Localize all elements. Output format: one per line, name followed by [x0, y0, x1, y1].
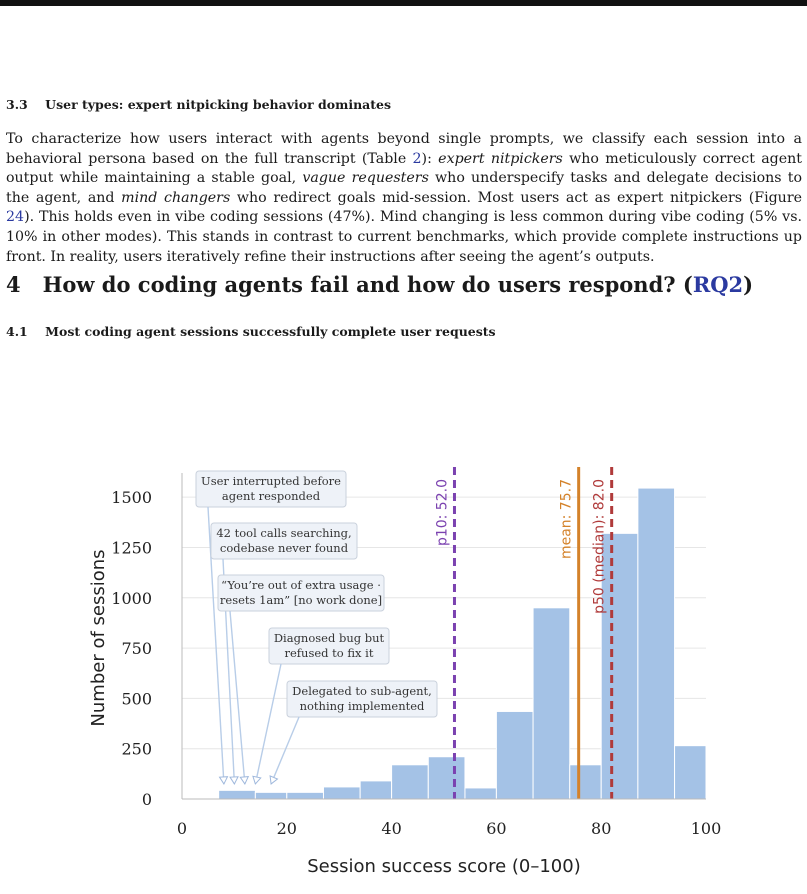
- annotation-text: User interrupted before: [201, 474, 341, 488]
- annotation-arrowhead: [230, 777, 238, 784]
- y-tick-label: 0: [141, 790, 152, 809]
- histogram-bar: [219, 790, 256, 799]
- annotation-text: nothing implemented: [299, 699, 425, 713]
- x-tick-label: 20: [276, 819, 297, 838]
- annotation-arrow: [255, 664, 281, 784]
- y-tick-label: 1250: [111, 538, 152, 558]
- subsection-heading-3-3: [6, 97, 391, 112]
- x-axis-label: Session success score (0–100): [307, 856, 581, 877]
- histogram-bar: [533, 608, 570, 799]
- subsection-title: User types: expert nitpicking behavior dominates: [45, 97, 392, 112]
- term-expert-nitpickers: expert nitpickers: [438, 150, 563, 167]
- x-tick-label: 80: [591, 819, 612, 838]
- annotation-arrow: [230, 611, 245, 784]
- rq-ref-link[interactable]: RQ2: [692, 272, 744, 297]
- histogram-bar: [360, 781, 391, 799]
- annotation-arrowhead: [220, 777, 228, 784]
- annotation-text: agent responded: [221, 489, 321, 503]
- term-vague-requesters: vague requesters: [302, 170, 429, 187]
- x-tick-label: 60: [486, 819, 507, 838]
- reference-line-label: p10: 52.0: [434, 478, 451, 547]
- top-rule: [0, 0, 807, 6]
- reference-line-label: p50 (median): 82.0: [591, 479, 608, 614]
- histogram-bar: [287, 792, 324, 799]
- section-title: How do coding agents fail and how do users respond? (: [42, 272, 693, 297]
- annotation-arrowhead: [270, 776, 277, 784]
- x-tick-label: 0: [176, 819, 188, 838]
- figure-ref-link[interactable]: 24: [6, 209, 25, 226]
- histogram-bar: [638, 488, 675, 799]
- x-tick-label: 100: [690, 819, 722, 838]
- histogram-bar: [428, 757, 465, 799]
- para-text: who redirect goals mid-session. Most users act as expert nitpickers (Figure: [230, 189, 803, 206]
- subsection-number: 3.3: [6, 97, 28, 112]
- y-tick-label: 1500: [111, 488, 152, 508]
- y-tick-label: 500: [121, 689, 152, 709]
- histogram-bar: [496, 711, 533, 799]
- subsection-title: Most coding agent sessions successfully complete user requests: [45, 324, 496, 339]
- histogram-bar: [392, 765, 429, 799]
- histogram-bar: [323, 787, 360, 799]
- para-text: To characterize how users interact with agents beyond single prompts, we classify each session into a behavioral persona based on the full transcript (Table: [6, 131, 802, 167]
- section-title-close: ): [743, 272, 754, 297]
- annotation-text: 42 tool calls searching,: [216, 526, 352, 540]
- para-text: who meticulously correct agent output while maintaining a stable goal,: [6, 150, 802, 187]
- annotation-arrowhead: [253, 776, 261, 784]
- paragraph-user-types: [6, 130, 802, 267]
- section-heading-4: [6, 272, 753, 297]
- annotations: [196, 471, 437, 784]
- histogram-bar: [675, 746, 706, 799]
- annotation-text: “You’re out of extra usage ·: [221, 578, 381, 592]
- reference-line-label: mean: 75.7: [558, 479, 575, 560]
- annotation-text: codebase never found: [219, 541, 349, 555]
- y-axis-label: Number of sessions: [88, 549, 109, 727]
- para-text: ). This holds even in vibe coding sessions (47%). Mind changing is less common during vibe coding (5% vs. 10% in other modes). This stands in contrast to current benchmarks, which provide complete instructions up front. In reality, users iteratively refine their instructions after seeing the agent’s outputs.: [6, 209, 802, 265]
- annotation-text: Delegated to sub-agent,: [292, 684, 432, 698]
- histogram-bar: [465, 788, 496, 799]
- para-text: ):: [421, 150, 439, 167]
- histogram-chart: [0, 465, 807, 894]
- y-tick-label: 750: [121, 639, 152, 659]
- annotation-text: resets 1am” [no work done]: [219, 593, 383, 607]
- term-mind-changers: mind changers: [121, 189, 231, 206]
- y-tick-label: 250: [121, 739, 152, 759]
- histogram-bar: [570, 765, 601, 799]
- annotation-text: refused to fix it: [284, 646, 374, 660]
- section-number: 4: [6, 272, 21, 297]
- subsection-number: 4.1: [6, 324, 28, 339]
- annotation-text: Diagnosed bug but: [273, 631, 385, 645]
- annotation-arrow: [271, 717, 299, 784]
- x-tick-label: 40: [381, 819, 402, 838]
- annotation-arrowhead: [240, 777, 248, 784]
- subsection-heading-4-1: [6, 324, 496, 339]
- para-text: who underspecify tasks and delegate decisions to the agent, and: [6, 170, 802, 206]
- table-ref-link[interactable]: 2: [412, 150, 422, 167]
- y-tick-label: 1000: [111, 588, 152, 608]
- histogram-bar: [255, 792, 286, 799]
